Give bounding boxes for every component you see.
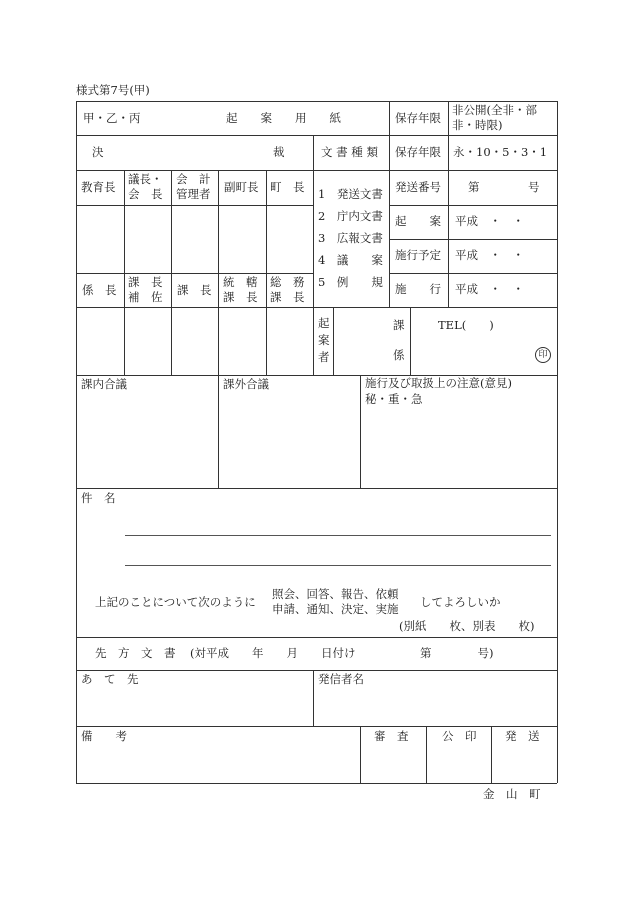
doc-type-item-1: 1 発送文書 — [318, 187, 383, 201]
addressee-label: あ て 先 — [81, 672, 139, 686]
town-name: 金 山 町 — [483, 787, 541, 801]
review-label: 審 査 — [374, 729, 409, 743]
col-line-drafter-dept — [410, 307, 411, 375]
sender-name-label: 発信者名 — [318, 672, 364, 686]
frame-left-line — [76, 101, 77, 783]
approver-kaikei-line-1: 会 計 — [176, 172, 211, 186]
row-line-6 — [76, 637, 557, 638]
col-line-approver-1 — [124, 170, 125, 375]
doc-type-item-5: 5 例 規 — [318, 275, 383, 289]
approver-kyouikuchou: 教育長 — [81, 180, 116, 194]
row-line-approver-mid — [76, 273, 313, 274]
row-line-3 — [76, 307, 557, 308]
notes-value: 秘・重・急 — [365, 392, 423, 406]
counterpart-label: 先 方 文 書 — [95, 646, 176, 660]
drafted-label: 起 案 — [395, 214, 441, 228]
subject-underline-2 — [125, 565, 551, 566]
approver-gichou-line-1: 議長・ — [128, 172, 163, 186]
col-line-doctype-left — [313, 135, 314, 375]
remarks-label: 備 考 — [81, 729, 127, 743]
drafter-label-ki: 起 — [318, 316, 330, 330]
col-line-remarks-1 — [360, 726, 361, 783]
drafter-ka: 課 — [393, 318, 405, 332]
subject-options-line-1: 照会、回答、報告、依頼 — [272, 587, 399, 601]
planned-label: 施行予定 — [395, 248, 441, 262]
col-line-addressee — [313, 670, 314, 726]
doc-type-item-4: 4 議 案 — [318, 253, 383, 267]
send-number-dai: 第 — [468, 180, 480, 194]
frame-right-line — [557, 101, 558, 783]
form-number: 様式第7号(甲) — [76, 83, 150, 97]
approver-toukatsu-line-1: 統 轄 — [223, 275, 258, 289]
official-seal-label: 公 印 — [442, 729, 477, 743]
seal-mark-icon: 印 — [535, 347, 551, 363]
col-line-retention-left — [389, 101, 390, 307]
approver-soumu-line-1: 総 務 — [270, 275, 305, 289]
approver-soumu-line-2: 課 長 — [270, 290, 305, 304]
subject-sentence-start: 上記のことについて次のように — [95, 595, 256, 609]
approver-toukatsu-line-2: 課 長 — [223, 290, 258, 304]
executed-date: 平成 ・ ・ — [455, 282, 524, 296]
row-line-drafted — [389, 239, 557, 240]
approver-kaikei-line-2: 管理者 — [176, 187, 211, 201]
row-line-1 — [76, 135, 557, 136]
approver-kachouhosa-line-1: 課 長 — [128, 275, 163, 289]
retention-label-decision: 保存年限 — [395, 145, 441, 159]
row-line-approver-top — [76, 205, 313, 206]
approver-kachouhosa-line-2: 補 佐 — [128, 290, 163, 304]
executed-label: 施 行 — [395, 282, 441, 296]
frame-bottom-line — [76, 783, 557, 784]
send-number-gou: 号 — [528, 180, 540, 194]
drafter-kakari: 係 — [393, 348, 405, 362]
col-line-consult-2 — [360, 375, 361, 488]
subject-sentence-end: してよろしいか — [420, 595, 501, 609]
counterpart-date: (対平成 年 月 日付け — [190, 646, 356, 660]
approver-fukuchouchou: 副町長 — [224, 180, 259, 194]
subject-attachment: (別紙 枚、別表 枚) — [399, 619, 535, 633]
planned-date: 平成 ・ ・ — [455, 248, 524, 262]
retention-value-line-2: 非・時限) — [452, 118, 503, 132]
external-consultation-label: 課外合議 — [223, 377, 269, 391]
subject-label: 件 名 — [81, 491, 116, 505]
approver-kakarichou: 係 長 — [82, 283, 117, 297]
approver-chouchou: 町 長 — [270, 180, 305, 194]
row-line-5 — [76, 488, 557, 489]
col-line-remarks-3 — [491, 726, 492, 783]
decision-label-left: 決 — [92, 145, 104, 159]
internal-consultation-label: 課内合議 — [81, 377, 127, 391]
col-line-remarks-2 — [426, 726, 427, 783]
doc-type-item-3: 3 広報文書 — [318, 231, 383, 245]
row-line-send-number — [389, 205, 557, 206]
form-title: 起 案 用 紙 — [226, 111, 341, 125]
dispatch-label: 発 送 — [505, 729, 540, 743]
row-line-planned — [389, 273, 557, 274]
row-line-7 — [76, 670, 557, 671]
col-line-approver-4 — [266, 170, 267, 375]
col-line-retention-right — [448, 101, 449, 307]
row-line-8 — [76, 726, 557, 727]
subject-underline-1 — [125, 535, 551, 536]
decision-label-right: 裁 — [273, 145, 285, 159]
retention-options: 永・10・5・3・1 — [453, 145, 548, 159]
approver-gichou-line-2: 会 長 — [128, 187, 163, 201]
drafted-date: 平成 ・ ・ — [455, 214, 524, 228]
frame-top-line — [76, 101, 557, 102]
row-line-2 — [76, 170, 557, 171]
doc-type-label: 文 書 種 類 — [321, 145, 378, 159]
drafter-label-an: 案 — [318, 333, 330, 347]
drafter-label-sha: 者 — [318, 350, 330, 364]
col-line-approver-3 — [218, 170, 219, 375]
col-line-drafter-label — [333, 307, 334, 375]
col-line-approver-2 — [171, 170, 172, 375]
col-line-consult-1 — [218, 375, 219, 488]
type-marker: 甲・乙・丙 — [83, 111, 141, 125]
retention-value-line-1: 非公開(全非・部 — [452, 103, 537, 117]
notes-title: 施行及び取扱上の注意(意見) — [365, 376, 512, 390]
retention-label-header: 保存年限 — [395, 111, 441, 125]
counterpart-number: 第 号) — [420, 646, 494, 660]
approver-kachou: 課 長 — [177, 283, 212, 297]
subject-options-line-2: 申請、通知、決定、実施 — [272, 602, 399, 616]
doc-type-item-2: 2 庁内文書 — [318, 209, 383, 223]
send-number-label: 発送番号 — [395, 180, 441, 194]
drafter-tel: TEL( ) — [438, 318, 494, 332]
